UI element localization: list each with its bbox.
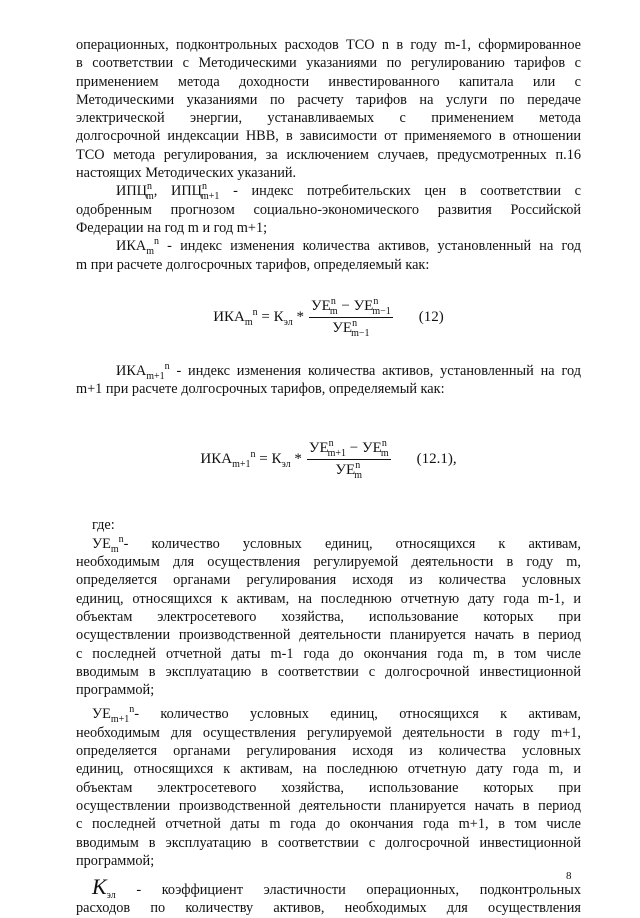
- fraction-numerator: $УЕ^n_m - УЕ^n_{m-1}$: [311, 295, 391, 317]
- ue-m-symbol: $УЕ_m^n$: [92, 533, 124, 555]
- formula-equals: =: [259, 451, 268, 468]
- text-line: в соответствии с Методическими указаниями по регулированию тарифов с: [76, 55, 581, 72]
- text-line: долгосрочной индексации НВВ, в зависимости от применяемого в отношении: [76, 128, 581, 145]
- formula-equals: =: [261, 308, 270, 325]
- definition-ipc: [76, 182, 581, 237]
- ue-m1-symbol: $УЕ_{m+1}^n$: [92, 704, 135, 726]
- formula-lhs: $ИКА_m^n$: [213, 306, 258, 328]
- formula-12-1: [76, 428, 581, 490]
- text-line: вводимым в эксплуатацию в соответствии с долгосрочной инвестиционной: [76, 663, 581, 680]
- formula-multiply: *: [294, 451, 302, 468]
- where-label: где:: [92, 517, 115, 534]
- ipc-symbols: $ИПЦ^n_m$, $ИПЦ^n_{m+1}$: [116, 181, 220, 203]
- text-line: единиц, относящихся к активам, на последнюю отчетную дату года m-1, и: [76, 590, 581, 607]
- text-line: $УЕ_m^n-$ количество условных единиц, относящихся к активам,: [92, 533, 581, 555]
- text-line: осуществлении производственной деятельности планируется начать в период: [76, 797, 581, 814]
- text-line: $К_{эл}$ - коэффициент эластичности операционных, подконтрольных: [92, 874, 581, 901]
- page-number: 8: [566, 870, 572, 882]
- text-line: m+1 при расчете долгосрочных тарифов, определяемый как:: [76, 381, 445, 398]
- text-line: Федерации на год m и год m+1;: [76, 219, 268, 236]
- k-el-symbol: $К_{эл}$: [92, 874, 116, 901]
- text-line: $ИКА_m^n$ - индекс изменения количества активов, установленный на год: [116, 236, 581, 258]
- text-line: единиц, относящихся к активам, на последнюю отчетную дату года m, и: [76, 761, 581, 778]
- ika-m-symbol: $ИКА_m^n$: [116, 236, 159, 258]
- formula-lhs: $ИКА_{m+1}^n$: [200, 449, 256, 471]
- formula-fraction: [309, 297, 393, 337]
- text-line: операционных, подконтрольных расходов ТСО n в году m-1, сформированное: [76, 37, 581, 53]
- text-line: определяется органами регулирования исходя из количества условных: [76, 572, 581, 589]
- text-line: применением метода доходности инвестированного капитала или с: [76, 73, 581, 90]
- document-page: [76, 36, 581, 918]
- formula-coefficient: $К_{эл}$: [271, 451, 291, 471]
- fraction-denominator: $УЕ^n_m$: [335, 460, 362, 482]
- formula-fraction: [307, 438, 391, 482]
- text-line: определяется органами регулирования исходя из количества условных: [76, 743, 581, 760]
- fraction-denominator: $УЕ^n_{m-1}$: [332, 317, 370, 339]
- text-line: m при расчете долгосрочных тарифов, определяемый как:: [76, 256, 430, 273]
- text-line: одобренным прогнозом социально-экономического развития Российской: [76, 201, 581, 218]
- fraction-numerator: $УЕ^n_{m+1} - УЕ^n_m$: [308, 438, 389, 460]
- text-line: с последней отчетной даты m года до окончания года m+1, в том числе: [76, 816, 581, 833]
- equation-number: (12.1),: [416, 451, 457, 468]
- definition-k-el: [76, 874, 581, 918]
- text-line: Методическими указаниями по расчету тарифов на услуги по передаче: [76, 91, 581, 108]
- formula-12: [76, 286, 581, 348]
- text-line: с последней отчетной даты m-1 года до окончания года m, в том числе: [76, 645, 581, 662]
- text-line: $ИПЦ^n_m$, $ИПЦ^n_{m+1}$ - индекс потребительских цен в соответствии с: [116, 181, 581, 203]
- definition-ika-m: [76, 237, 581, 274]
- text-line: необходимым для осуществления регулируемой деятельности в году m,: [76, 554, 581, 571]
- text-line: настоящих Методических указаний.: [76, 165, 297, 182]
- definition-ika-m1: [76, 362, 581, 399]
- text-line: объектам электросетевого хозяйства, использование которых при: [76, 779, 581, 796]
- text-line: расходов по количеству активов, необходимых для осуществления: [76, 900, 581, 917]
- ika-m1-symbol: $ИКА_{m+1}^n$: [116, 361, 170, 382]
- formula-multiply: *: [296, 308, 305, 325]
- text-line: программой;: [76, 852, 155, 869]
- text-line: ТСО метода регулирования, за исключением случаев, предусмотренных п.16: [76, 146, 581, 163]
- definition-ue-m: [76, 535, 581, 700]
- definition-ue-m1: [76, 705, 581, 870]
- formula-coefficient: $К_{эл}$: [273, 308, 293, 328]
- paragraph-opex: [76, 36, 581, 182]
- equation-number: (12): [418, 308, 444, 325]
- text-line: программой;: [76, 682, 155, 699]
- text-line: вводимым в эксплуатацию в соответствии с долгосрочной инвестиционной: [76, 834, 581, 851]
- text-line: объектам электросетевого хозяйства, использование которых при: [76, 608, 581, 625]
- text-line: $ИКА_{m+1}^n$ - индекс изменения количества активов, установленный на год: [116, 361, 581, 382]
- text-line: осуществлении производственной деятельности планируется начать в период: [76, 627, 581, 644]
- text-line: необходимым для осуществления регулируемой деятельности в году m+1,: [76, 724, 581, 741]
- text-line: $УЕ_{m+1}^n-$ количество условных единиц, относящихся к активам,: [92, 704, 581, 726]
- text-line: электрической энергии, устанавливаемых с применением метода: [76, 110, 581, 127]
